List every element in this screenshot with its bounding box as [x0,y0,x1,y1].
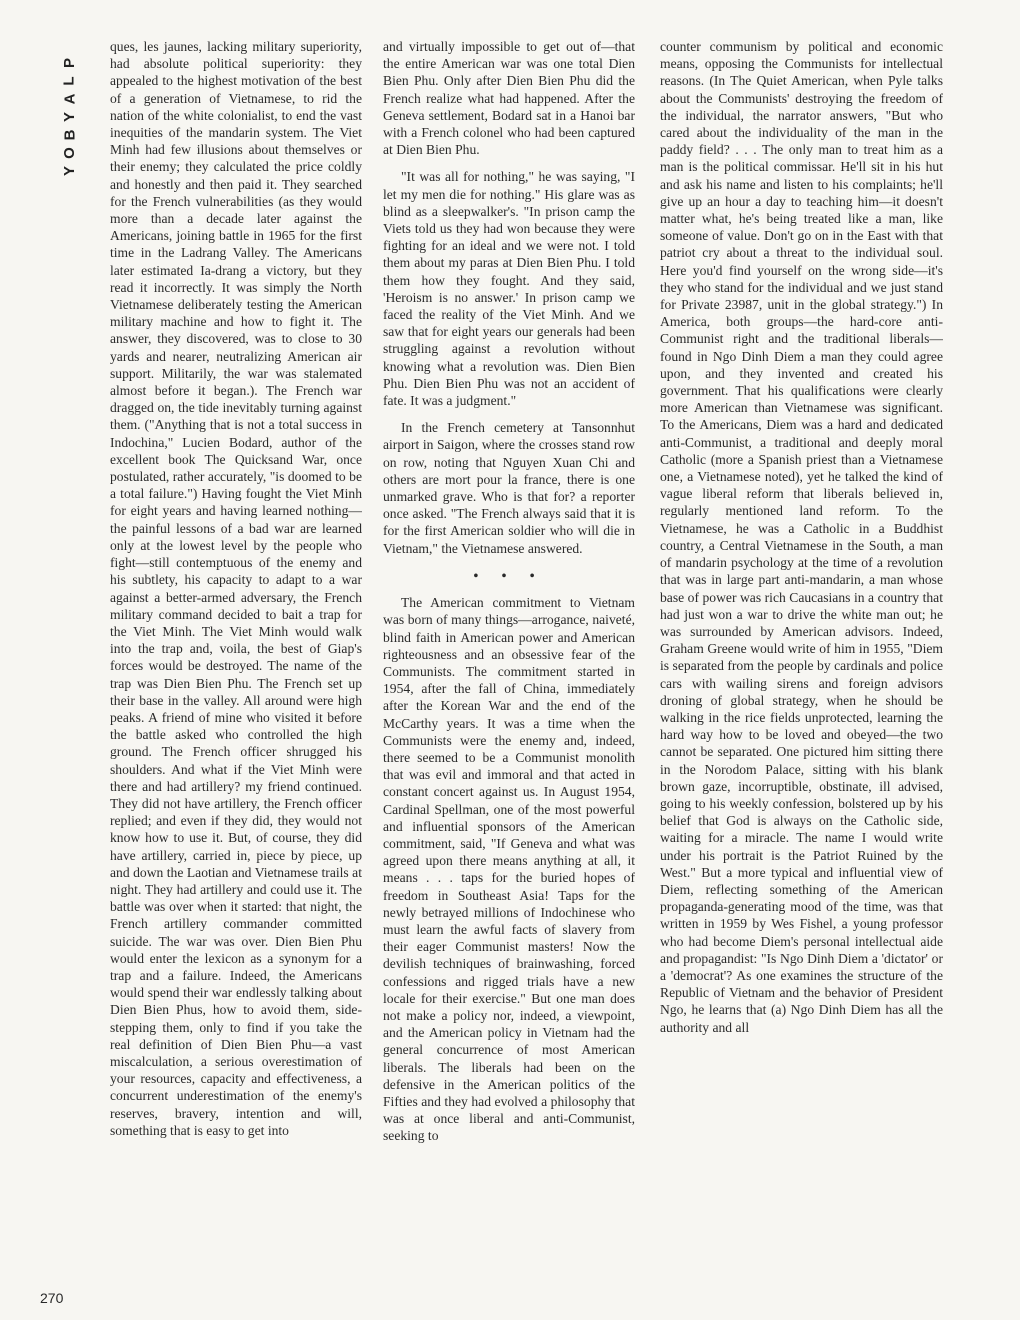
masthead-letter: Y [60,165,78,177]
masthead-letter: Y [60,111,78,123]
masthead-letter: B [61,129,78,141]
masthead [50,54,90,214]
article-column-1 [110,38,362,1318]
paragraph: In the French cemetery at Tansonnhut airport in Saigon, where the crosses stand row on row, noting that Nguyen Xuan Chi and others are mort pour la france, there is one unmarked grave. Who is that for? a reporter once asked. "The French always said that it is for the first American soldier who will die in Vietnam," the Vietnamese answered. [383,420,635,556]
paragraph: "It was all for nothing," he was saying, "I let my men die for nothing." His glare was as blind as a sleepwalker's. "In prison camp the Viets told us they had won because they were fighting for an ideal and we were not. I told them about my paras at Dien Bien Phu. I told them how they fought. And they said, 'Heroism is no answer.' In prison camp we faced the reality of the Viet Minh. And we saw that for eight years our generals had been struggling against a revolution without knowing what a revolution was. Dien Bien Phu. Dien Bien Phu was not an accident of fate. It was a judgment." [383,169,635,409]
paragraph: and virtually impossible to get out of—that the entire American war was one total Dien Bien Phu. Only after Dien Bien Phu did the French realize what had happened. After the Geneva settlement, Bodard sat in a Hanoi bar with a French colonel who had been captured at Dien Bien Phu. [383,39,635,158]
masthead-letter: L [60,76,78,86]
masthead-letter: A [61,93,78,105]
paragraph: counter communism by political and economic means, opposing the Communists for intellectual reasons. (In The Quiet American, when Pyle talks about the Communists' destroying the freedom of the individual, the narrator answers, "But who cared about the individuality of the man in the paddy field? . . . The only man to treat him as a man is the political commissar. He'll sit in his hut and ask his name and listen to his complaints; he'll give up an hour a day to teaching him—it doesn't matter what, he's being treated like a man, like someone of value. Don't go on in the East with that patriot cry about a threat to the individual soul. Here you'd find yourself on the wrong side—it's they who stand for the individual and we just stand for Private 23987, unit in the global strategy.") In America, both groups—the hard-core anti-Communist right and the traditional liberals—found in Ngo Dinh Diem a man they could agree upon, and they invented and created his government. That his qualifications were clearly more American than Vietnamese was significant. To the Americans, Diem was a hard and dedicated anti-Communist, a traditional and deeply moral Catholic (more a Spanish priest than a Vietnamese one, a Vietnamese noted), yet he talked the kind of vague liberal reform that liberals believed in, regularly mentioned land reform. To the Vietnamese, he was a Catholic in a Buddhist country, a Central Vietnamese in the South, a man of mandarin psychology at the time of a revolution that was in large part anti-mandarin, a man whose base of power was rich Caucasians in a country that had just won a war to drive the white man out; he was surrounded by American advisors. Indeed, Graham Greene would write of him in 1955, "Diem is separated from the people by cardinals and police cars with wailing sirens and foreign advisors droning of global strategy, when he should be walking in the rice fields unprotected, learning the hard way how to be loved and obeyed—the two cannot be separated. One pictured him sitting there in the Norodom Palace, sitting with his blank brown gaze, incorruptible, obstinate, ill advised, going to his weekly confession, bolstered up by his belief that God is always on the Catholic side, waiting for a miracle. The name I would write under his portrait is the Patriot Ruined by the West." But a more typical and influential view of Diem, reflecting something of the American propaganda-generating mood of the time, was that written in 1959 by Wes Fishel, a young professor who had become Diem's personal intellectual aide and propagandist: "Is Ngo Dinh Diem a 'dictator' or a 'democrat'? As one examines the structure of the Republic of Vietnam and the behavior of President Ngo, he learns that (a) Ngo Dinh Diem has all the authority and all [660,39,943,1035]
section-break: • • • [473,567,545,583]
masthead-letter: P [60,57,78,69]
masthead-letter: O [60,147,78,159]
page-number: 270 [40,1290,64,1306]
paragraph: The American commitment to Vietnam was born of many things—arrogance, naiveté, blind faith in American power and American righteousness and an obsessive fear of the Communists. The commitment started in 1954, after the fall of China, immediately after the Korean War and the end of the McCarthy years. It was a time when the Communists were the enemy and, indeed, there seemed to be a Communist monolith that was evil and immoral and that acted in constant concert against us. In August 1954, Cardinal Spellman, one of the most powerful and influential sponsors of the American commitment, said, "If Geneva and what was agreed upon there means anything at all, it means . . . taps for the buried hopes of freedom in Southeast Asia! Taps for the newly betrayed millions of Indochinese who must learn the awful facts of slavery from their eager Communist masters! Now the devilish techniques of brainwashing, forced confessions and rigged trials have a new locale for their exercise." But one man does not make a policy nor, indeed, a viewpoint, and the American policy in Vietnam had the general concurrence of most American liberals. The liberals had been on the defensive in the American politics of the Fifties and they had evolved a philosophy that was at once liberal and anti-Communist, seeking to [383,595,635,1144]
article-column-2 [383,38,635,1318]
article-column-3 [660,38,943,1318]
paragraph: ques, les jaunes, lacking military superiority, had absolute political superiority: they appealed to the highest motivation of the best of a generation of Vietnamese, to rid the nation of the white colonialist, to end the vast inequities of the mandarin system. The Viet Minh had few illusions about themselves or their enemy; they calculated the price coldly and honestly and then paid it. They searched for the French vulnerabilities (as they would more than a decade later against the Americans, joining battle in 1965 for the first time in the Ladrang Valley. The Americans later estimated Ia-drang a victory, but they read it incorrectly. It was simply the North Vietnamese deliberately testing the American military machine and how to fight it. The answer, they discovered, was to close to 30 yards and nearer, neutralizing American air support. Militarily, the war was stalemated almost before it began.). The French war dragged on, the tide inevitably turning against them. ("Anything that is not a total success in Indochina," Lucien Bodard, author of the excellent book The Quicksand War, once postulated, rather accurately, "is doomed to be a total failure.") Having fought the Viet Minh for eight years and having learned nothing—the painful lessons of a bad war are learned only at the lowest level by the people who fight—still contemptuous of the enemy and his subtlety, his capacity to adapt to a war against a better-armed adversary, the French military command decided to bait a trap for the Viet Minh. The Viet Minh would walk into the trap and, voila, the best of Giap's forces would be destroyed. The name of the trap was Dien Bien Phu. The French set up their base in the valley. All around were high peaks. A friend of mine who visited it before the battle asked who controlled the high ground. The French officer shrugged his shoulders. And what if the Viet Minh were there and had artillery? my friend continued. They did not have artillery, the French officer replied; and even if they did, they would not know how to use it. But, of course, they did have artillery, carried in, piece by piece, up and down the Laotian and Vietnamese trails at night. They had artillery and could use it. The battle was over when it started: that night, the French artillery commander committed suicide. The war was over. Dien Bien Phu would enter the lexicon as a synonym for a trap and a failure. Indeed, the Americans would spend their war endlessly talking about Dien Bien Phus, how to avoid them, side-stepping them, only to find if you take the real definition of Dien Bien Phu—a vast miscalculation, a serious overestimation of your resources, capacity and effectiveness, a concurrent underestimation of the enemy's reserves, bravery, intention and will, something that is easy to get into [110,39,362,1138]
